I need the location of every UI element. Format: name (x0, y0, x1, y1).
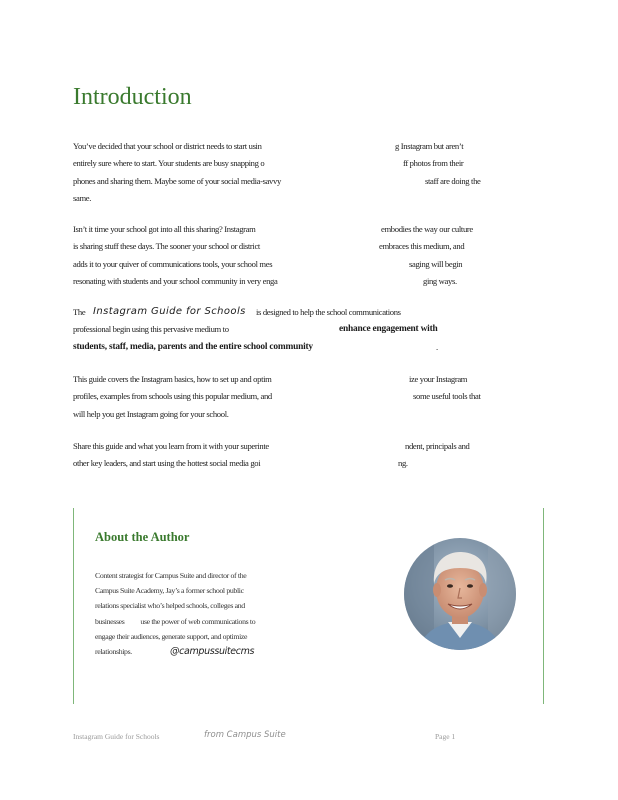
text-line: saging will begin (409, 258, 463, 269)
twitter-handle: @campussuitecms (170, 645, 255, 657)
text-line: ging ways. (423, 276, 457, 287)
text-line: Share this guide and what you learn from it with your superinte (73, 441, 269, 451)
text-line: same. (73, 193, 92, 204)
author-portrait-icon (404, 538, 516, 650)
intro-paragraph-4 (73, 371, 491, 423)
text-line: some useful tools that (413, 391, 481, 402)
bio-line: Content strategist for Campus Suite and director of the (95, 571, 247, 580)
bio-last-line (95, 644, 305, 659)
text-line: profiles, examples from schools using this popular medium, and (73, 391, 272, 402)
intro-paragraph-3 (73, 304, 491, 356)
bio-line: businesses use the power of web communications to (95, 616, 256, 626)
text-line: phones and sharing them. Maybe some of your social media-savvy (73, 175, 281, 186)
intro-paragraph-2 (73, 221, 491, 291)
text-line: adds it to your quiver of communications tools, your school mes (73, 258, 273, 269)
text-line: This guide covers the Instagram basics, how to set up and optim (73, 374, 272, 384)
text-line: professional begin using this pervasive medium to (73, 324, 229, 335)
text-line: Isn’t it time your school got into all this sharing? Instagram (73, 224, 256, 234)
text-line: . (436, 341, 438, 352)
text-line: staff are doing the (425, 175, 481, 186)
text-line: ff photos from their (403, 158, 464, 169)
text-line: You’ve decided that your school or district needs to start usin (73, 141, 262, 151)
text-line: entirely sure where to start. Your students are busy snapping o (73, 158, 265, 169)
about-author-heading: About the Author (95, 530, 190, 544)
about-box-right-border (543, 508, 544, 704)
text-line: embodies the way our culture (381, 224, 473, 234)
footer-left: Instagram Guide for Schools (73, 732, 160, 741)
text-line: will help you get Instagram going for your school. (73, 408, 229, 419)
text-line: ize your Instagram (409, 374, 468, 384)
about-box-left-border (73, 508, 74, 704)
footer-page-number: Page 1 (435, 732, 456, 741)
text-line: The (73, 307, 86, 317)
about-author-bio (95, 568, 305, 659)
text-line: is designed to help the school communications (256, 307, 401, 317)
intro-paragraph-1 (73, 138, 491, 208)
page-title: Introduction (73, 84, 192, 110)
text-line: ndent, principals and (405, 441, 470, 451)
bold-text: students, staff, media, parents and the entire school community (73, 341, 313, 352)
footer-middle: from Campus Suite (204, 730, 286, 740)
text-line: g Instagram but aren’t (395, 141, 464, 151)
text-line: ng. (398, 458, 408, 469)
text-line: is sharing stuff these days. The sooner your school or district (73, 241, 260, 252)
bio-line: Campus Suite Academy, Jay’s a former school public (95, 586, 244, 596)
bold-text: enhance engagement with (339, 324, 438, 335)
bio-line: relations specialist who’s helped schools, colleges and (95, 601, 245, 611)
text-line: embraces this medium, and (379, 241, 465, 252)
text-line: other key leaders, and start using the hottest social media goi (73, 458, 261, 469)
intro-paragraph-5 (73, 438, 491, 473)
bio-line: engage their audiences, generate support, and optimize (95, 631, 248, 641)
text-line: resonating with students and your school community in very enga (73, 276, 278, 287)
guide-title-text: Instagram Guide for Schools (93, 306, 246, 317)
bio-line: relationships. (95, 646, 132, 656)
